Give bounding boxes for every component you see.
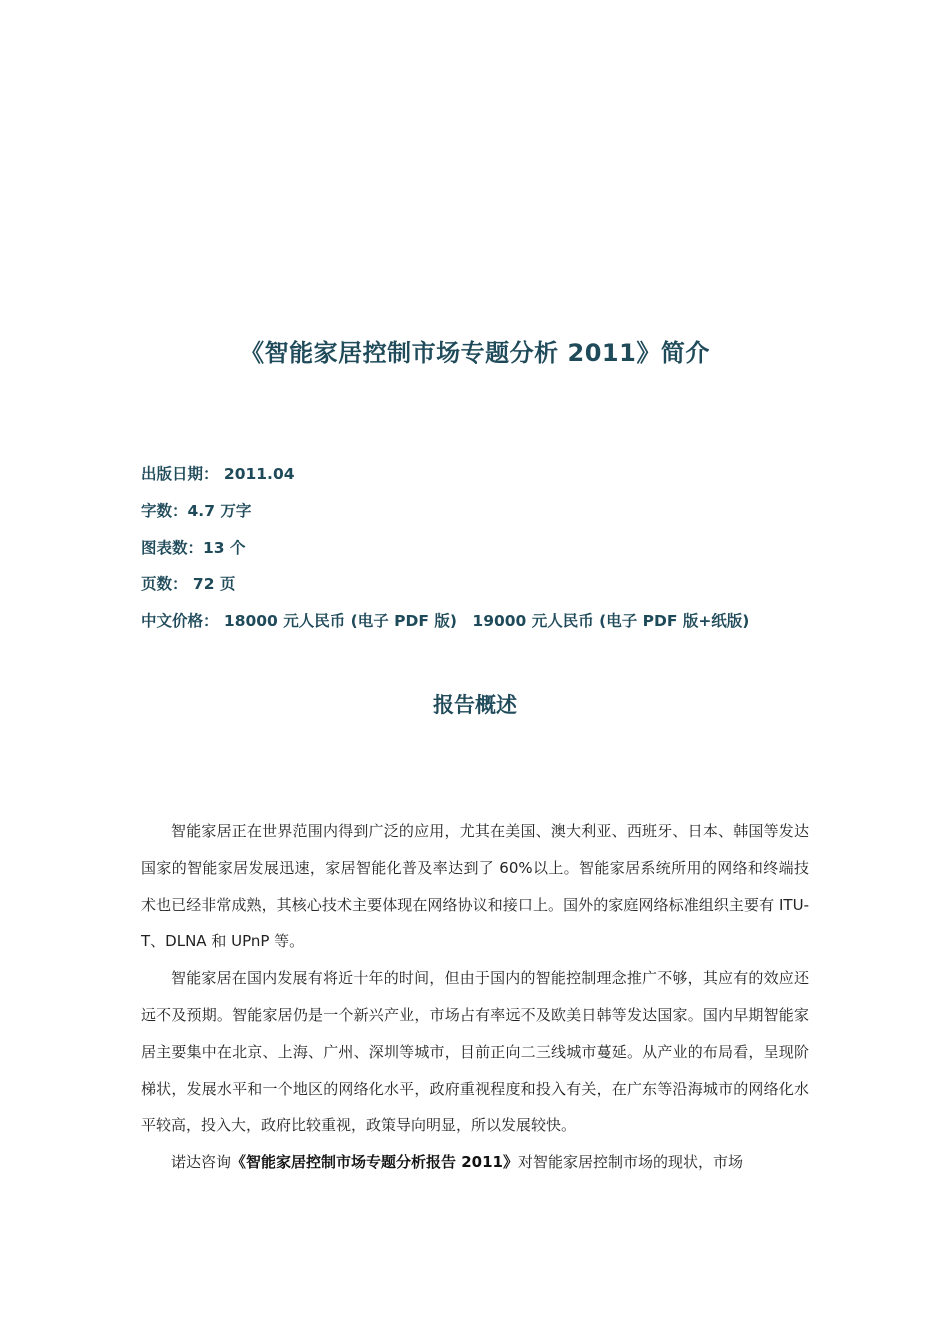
report-name-bold: 《智能家居控制市场专题分析报告 2011》 (231, 1153, 518, 1172)
meta-price (141, 609, 841, 646)
meta-page-count (141, 572, 841, 609)
meta-label: 图表数： (141, 538, 204, 557)
publication-meta (141, 462, 841, 646)
meta-value: 13 个 (203, 538, 246, 557)
meta-label: 页数： (141, 575, 188, 594)
paragraph-2: 智能家居在国内发展有将近十年的时间，但由于国内的智能控制理念推广不够，其应有的效应还远不及预期。智能家居仍是一个新兴产业，市场占有率远不及欧美日韩等发达国家。国内早期智能家居主要集中在北京、上海、广州、深圳等城市，目前正向二三线城市蔓延。从产业的布局看，呈现阶梯状，发展水平和一个地区的网络化水平，政府重视程度和投入有关，在广东等沿海城市的网络化水平较高，投入大，政府比较重视，政策导向明显，所以发展较快。 (141, 969, 809, 1135)
paragraph-3 (141, 1144, 809, 1181)
meta-word-count (141, 499, 841, 536)
page-title: 《智能家居控制市场专题分析 2011》简介 (240, 339, 710, 367)
paragraph-3-suffix: 对智能家居控制市场的现状，市场 (518, 1153, 744, 1172)
meta-value: 4.7 万字 (187, 501, 252, 520)
meta-publish-date (141, 462, 841, 499)
meta-value: 18000 元人民币 (电子 PDF 版) 19000 元人民币 (电子 PDF 版+纸版) (218, 612, 750, 631)
meta-chart-count (141, 536, 841, 573)
meta-value: 2011.04 (218, 465, 295, 483)
paragraph-3-prefix: 诺达咨询 (171, 1153, 232, 1172)
section-heading-overview: 报告概述 (433, 693, 517, 717)
paragraph-1: 智能家居正在世界范围内得到广泛的应用，尤其在美国、澳大利亚、西班牙、日本、韩国等发达国家的智能家居发展迅速，家居智能化普及率达到了 60%以上。智能家居系统所用的网络和终端技术也已经非常成熟，其核心技术主要体现在网络协议和接口上。国外的家庭网络标准组织主要有 ITU-T、DLNA 和 UPnP 等。 (141, 822, 809, 951)
meta-label: 字数： (141, 501, 188, 520)
meta-label: 中文价格： (141, 612, 219, 631)
report-overview-body (141, 813, 809, 1181)
meta-label: 出版日期： (141, 465, 219, 483)
meta-value: 72 页 (187, 575, 236, 594)
